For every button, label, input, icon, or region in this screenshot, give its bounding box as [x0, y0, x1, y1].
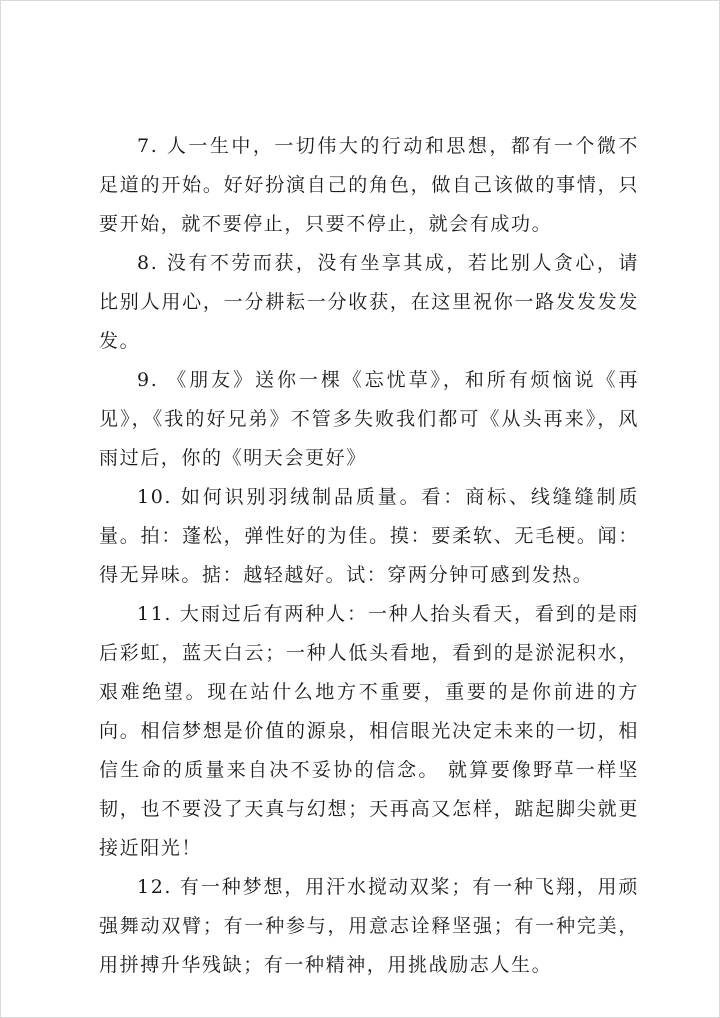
paragraph-11: 11. 大雨过后有两种人：一种人抬头看天，看到的是雨后彩虹，蓝天白云；一种人低头看地，看到的是淤泥积水，艰难绝望。现在站什么地方不重要，重要的是你前进的方向。相信梦想是价值的源泉，相信眼光决定未来的一切，相信生命的质量来自决不妥协的信念。 就算要像野草一样坚韧，也不要没了天真与幻想；天再高又怎样，踮起脚尖就更接近阳光！ [99, 603, 639, 859]
paragraph-8: 8. 没有不劳而获，没有坐享其成，若比别人贪心，请比别人用心，一分耕耘一分收获，在这里祝你一路发发发发发。 [99, 252, 639, 352]
paragraph-10: 10. 如何识别羽绒制品质量。看：商标、线缝缝制质量。拍：蓬松，弹性好的为佳。摸：要柔软、无毛梗。闻：得无异味。掂：越轻越好。试：穿两分钟可感到发热。 [99, 486, 639, 586]
paragraph-12: 12. 有一种梦想，用汗水搅动双桨；有一种飞翔，用顽强舞动双臂；有一种参与，用意志诠释坚强；有一种完美，用拼搏升华残缺；有一种精神，用挑战励志人生。 [99, 876, 639, 976]
paragraph-9: 9. 《朋友》送你一棵《忘忧草》，和所有烦恼说《再见》，《我的好兄弟》不管多失败我们都可《从头再来》，风雨过后，你的《明天会更好》 [99, 369, 639, 469]
paragraph-7: 7. 人一生中，一切伟大的行动和思想，都有一个微不足道的开始。好好扮演自己的角色，做自己该做的事情，只要开始，就不要停止，只要不停止，就会有成功。 [99, 135, 639, 235]
document-body [99, 127, 639, 985]
